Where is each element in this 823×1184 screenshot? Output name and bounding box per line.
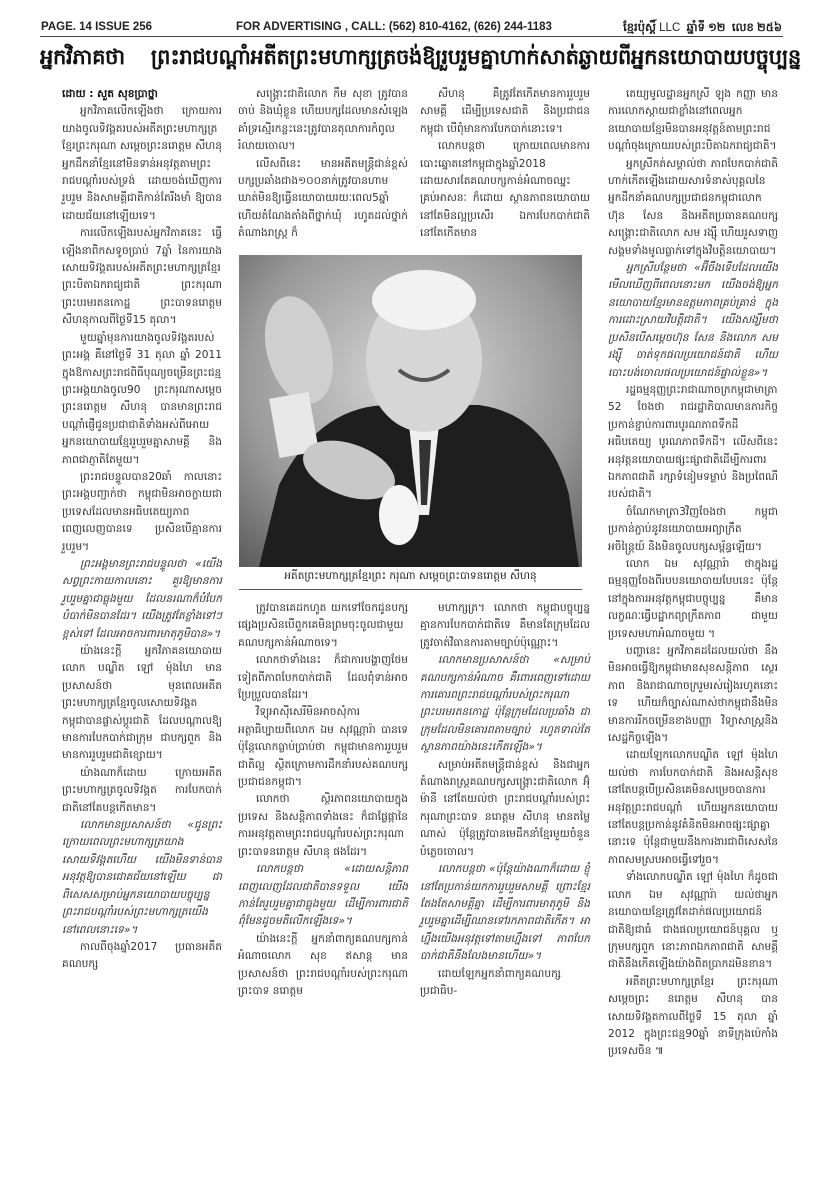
paragraph: ការលើកឡើងរបស់អ្នកវិភាគនេះ ធ្វើឡើងនាពិកសទូចប្រាប់ 7ឆ្នាំ នៃការយាងសោយទិវង្គតរបស់អតីតព្រះមហាក្សត្រខ្មែរ ព្រះបិតាឯករាជ្យជាតិ ព្រះករុណា ព្រះបរមរតនកោដ្ឋ ព្រះបាទនរោត្តម សីហនុកាលពីថ្ងៃទី15 តុលា។ [62,227,222,327]
column-4 [608,86,778,1061]
paragraph: បញ្ហានេះ អ្នកវិភាគដដែលយល់ថា នឹងមិនអាចធ្វើឱ្យកម្ពុជាមានសុខសន្តិភាព ស្ថេរភាព និងរាជាណាចក្ររួមរស់រៀងរហូតនោះទេ ហើយក៏ច្បាស់ណាស់ថាកម្ពុជានឹងមិនមានការរីកចម្រើនខាងបញ្ញា វិទ្យាសាស្ត្រនិងសេដ្ឋកិច្ចឡើង។ [608,645,778,745]
headline-main: ព្រះរាជបណ្ដាំអតីតព្រះមហាក្សត្រចង់ឱ្យរួបរួមគ្នាហាក់សាត់ឆ្ងាយពីអ្នកនយោបាយបច្ចុប្បន្ន [150,45,801,69]
column-3-bottom [420,600,590,1000]
column-1 [62,86,222,974]
paragraph: លោកថា ស្ថិរភាពនយោបាយក្នុងប្រទេស និងសន្តិភាពទាំងនេះ ក៏ជាផ្លែផ្កានៃការអនុវត្តតាមព្រះរាជបណ្ដាំរបស់ព្រះករុណាព្រះបាទនរោត្តម សីហនុ ផងដែរ។ [238,793,408,858]
article-photo [239,255,582,567]
paragraph: លោកថាទាំងនេះ ក៏ជាការបង្ហាញថែមទៀតពីភាពបែកបាក់ជាតិ ដែលពុំទាន់អាចប្រែប្រួលបានដែរ។ [238,654,408,702]
paragraph: អ្នកវិភាគលើកឡើងថា ក្រោយការយាងចូលទិវង្គតរបស់អតីតព្រះមហាក្សត្រខ្មែរព្រះករុណា សម្ដេចព្រះនរោត្តម សីហនុ អ្នកដឹកនាំខ្មែរនៅមិនទាន់អនុវត្តតាមព្រះរាជបណ្ដាំរបស់ទ្រង់ ដោយចង់ឃើញការរួបរួម និងសាមគ្គីជាតិកាន់តែរឹងមាំ ឱ្យបានដោយជ័យនៅឡើយទេ។ [62,105,222,222]
byline: ដោយ : សួត សុខប្រាថ្នា [62,88,158,100]
page-header [40,20,783,37]
masthead-issue: លេខ ២៥៦ [731,22,782,34]
paragraph: សង្គ្រោះជាតិលោក កឹម សុខា ត្រូវបានចាប់ និងឃុំខ្លួន ហើយបក្សដែលមានសំឡេងគាំទ្រស្មើរកន្លះនេះត្រូវបានតុលាការកំពូលរំលាយចោល។ [238,88,408,153]
masthead-year: ឆ្នាំទី ១២ [686,22,726,34]
column-2-bottom [238,600,408,1000]
paragraph: មួយឆ្នាំមុនការយាងចូលទិវង្គតរបស់ព្រះអង្គ គឺនៅថ្ងៃទី 31 តុលា ឆ្នាំ 2011 ក្នុងឱកាសព្រះរាជពិធីបុណ្យចម្រើនព្រះជន្មព្រះអង្គយាងចូល90 ព្រះករុណាសម្ដេចព្រះនរោត្តម សីហនុ បានមានព្រះរាជបណ្ដាំផ្ញើជូនប្រជាជាតិទាំងអស់ពីអោយអ្នកនយោបាយខ្មែររួបរួមគ្នាសាមគ្គី និងភាពជាភ្ញាតិតែមួយ។ [62,331,222,466]
paragraph: លោកបន្តថា ក្រោយពេលមានការបោះឆ្នោតនៅកម្ពុជាក្នុងឆ្នាំ2018 ដោយសារតែគណបក្សកាន់អំណាចឈ្នះ គ្រប់អាសនៈ ក៏ដោយ ស្ថានភាពនយោបាយនៅតែមិនល្អប្រសើរ ឯការបែកបាក់ជាតិនៅតែកើតមាន [420,140,590,240]
paragraph: រដ្ឋធម្មនុញ្ញព្រះរាជាណាចក្រកម្ពុជាមាត្រា 52 ចែងថា រាជរដ្ឋាភិបាលមានភារកិច្ចប្រកាន់ខ្ជាប់ការពារបូរណភាពទឹកដី អធិបតេយ្យ បូរណភាពទឹកដី។ លើសពីនេះ អនុវត្តនយោបាយផ្សះផ្សាជាតិដើម្បីការពារឯកភាពជាតិ រក្សាទំនៀមទម្លាប់ និងប្រពៃណីរបស់ជាតិ។ [608,383,778,501]
paragraph: មហាក្សត្រ។ លោកថា កម្ពុជាបច្ចុប្បន្នគ្មានការបែកបាក់ជាតិទេ គឺមានតែក្រុមដែលត្រូវចាត់វិធានការតាមច្បាប់ប៉ុណ្ណោះ។ [420,602,590,649]
paragraph: លោកមានប្រសាសន៍ថា «ជូនព្រះក្រោយពេលព្រះមហាក្សត្រយាងសោយទិវង្គតហើយ យើងមិនទាន់បានអនុវត្តឱ្យបានជោគជ័យនៅឡើយ ជាពិសេសសម្រាប់អ្នកនយោបាយបច្ចុប្បន្ន ព្រះរាជបណ្ដាំរបស់ព្រះមហាក្សត្រយើងនៅពេលនោះទេ»។ [62,819,222,936]
paragraph: ត្រូវបានគេដកហូត យកទៅចែកជូនបក្សផ្សេងប្រសិនបើពួកគេមិនព្រមចុះចូលជាមួយគណបក្សកាន់អំណាចទេ។ [238,602,408,649]
masthead-llc: LLC [659,22,681,34]
paragraph: លោកមានប្រសាសន៍ថា «សម្រាប់គណបក្សកាន់អំណាច គឺពោរពេញទៅដោយការគោរពព្រះរាជបណ្ដាំរបស់ព្រះករុណាព្រះបរមរតនកោដ្ឋ ប៉ុន្តែក្រុមដែលប្រឆាំង ជាក្រុមដែលមិនគោរពតាមច្បាប់ រហូតទាល់តែស្ថានភាពយ៉ាងនេះកើតឡើង»។ [420,654,590,754]
masthead [623,20,782,37]
paragraph: វិទ្យុអាស៊ីសេរីមិនអាចសុំការអត្ថាធិប្បាយពីលោក ឯម សុវណ្ណារ៉ា បានទេ ប៉ុន្តែលោកធ្លាប់ប្រាប់ថា កម្ពុជាមានការរួបរួមជាតិល្អ ស្ថិតក្រោមការដឹកនាំរបស់គណបក្សប្រជាជនកម្ពុជា។ [238,706,408,789]
paragraph: លើសពីនេះ មានអតីតមន្ត្រីជាន់ខ្ពស់បក្សប្រឆាំងជាង១០០នាក់ត្រូវបានហាមឃាត់មិនឱ្យធ្វើនយោបាយរយៈពេល5ឆ្នាំ ហើយតំណែងតាំងពីថ្នាក់ឃុំ រហូតដល់ថ្នាក់តំណាងរាស្ត្រ ក៏ [238,157,408,240]
paragraph: សម្រាប់អតីតមន្ត្រីជាន់ខ្ពស់ និងជាអ្នកតំណាងរាស្ត្រគណបក្សសង្គ្រោះជាតិលោក អ៊ុំ ម៉ានី នៅតែយល់ថា ព្រះរាជបណ្ដាំរបស់ព្រះករុណាព្រះបាទ នរោត្តម សីហនុ មានតម្លៃណាស់ ប៉ុន្តែត្រូវបានមេដឹកនាំខ្មែរមួយចំនួនបំភ្លេចចោល។ [420,758,590,858]
paragraph: លោក ឯម សុវណ្ណារ៉ា ថាក្នុងរដ្ឋធម្មនុញ្ញចែងពីរបបនយោបាយបែបនេះ ប៉ុន្តែនៅក្នុងការអនុវត្តកម្ពុជាបច្ចុប្បន្ន គឺមានលក្ខណៈធ្វើបដ្ឋាកព្យាក្រឹតភាព ជាមួយប្រទេសមហាអំណាចមួយ ។ [608,557,778,640]
paragraph: សីហនុ គឺត្រូវតែកើតមានការរួបរួមសាមគ្គី ដើម្បីប្រទេសជាតិ និងប្រជាជនកម្ពុជា បើពុំមានការបែកបាក់នោះទេ។ [420,88,590,135]
paragraph: យ៉ាងនេះក្ដី អ្នកនាំពាក្យគណបក្សកាន់អំណាចលោក សុខ ឥសាន្ត មានប្រសាសន៍ថា ព្រះរាជបណ្ដាំរបស់ព្រះករុណាព្រះបាទ នរោត្តម [238,932,408,997]
paragraph: យ៉ាងណាក៏ដោយ ក្រោយអតីតព្រះមហាក្សត្រចូលទិវង្គត ការបែកបាក់ជាតិនៅតែបន្តកើតមាន។ [62,766,222,814]
paragraph: លោកបន្តថា «ប៉ុន្តែយ៉ាងណាក៏ដោយ ខ្ញុំនៅតែប្រកាន់យកការរួបរួមសាមគ្គី ព្រោះខ្មែរតែងតែសាមគ្គីគ្នា ដើម្បីការពារមាតុភូមិ និងរួបរួមគ្នាដើម្បីឈានទៅរកភាពជាតិកើត។ អាហ្នឹងយើងអនុវត្តទៅតាមហ្នឹងទៅ ភាពបែកបាក់ជាតិនឹងលែងមានហើយ»។ [420,863,590,963]
headline-kicker: អ្នកវិភាគថា [40,45,125,69]
paragraph: ទាំងលោកបណ្ឌិត ឡៅ ម៉ុងហៃ ក៏ដូចជាលោក ឯម សុវណ្ណារ៉ា យល់ថាអ្នកនយោបាយខ្មែរត្រូវតែដាក់ផលប្រយោជន៍ជាតិឱ្យជាធំ ជាងផលប្រយោជន៍បុគ្គល ឬក្រុមបក្សពួក នោះភាពឯកភាពជាតិ សាមគ្គីជាតិនឹងកើតឡើងយ៉ាងពិតប្រាកដមិនខាន។ [608,871,778,971]
portrait-image [239,255,582,567]
paragraph: អ្នកស្រីបន្ថែមថា «អ៊ីចឹងទើបដែលយើងមើលឃើញពីពេលនោះមក យើងចង់ឱ្យអ្នកនយោបាយខ្មែរមានឧត្ដមភាពគ្រប់គ្រាន់ ក្នុងការដោះស្រាយវិបត្តិជាតិ។ យើងសង្ឃឹមថា ប្រសិនបើសម្ដេចហ៊ុន សែន និងលោក សម រង្ស៊ី ចាត់ទុកផលប្រយោជន៍ជាតិ ហើយបោះបង់ចោលផលប្រយោជន៍ផ្ទាល់ខ្លួន»។ [608,262,778,379]
paragraph: តេយ្យមូលដ្ឋានអ្នកស្រី ឡុង កញ្ញា មានការលោកស្ដាយជាខ្លាំងនៅពេលអ្នកនយោបាយខ្មែរមិនបានអនុវត្តន៍តាមព្រះរាជបណ្ដាំចុងក្រោយរបស់ព្រះបិតាឯករាជ្យជាតិ។ [608,88,778,153]
paragraph: លោកបន្តថា «ដោយសន្តិភាពពេញលេញដែលជាតិបានទទួល យើងកាន់តែរួបរួមគ្នាជាធ្លុងមួយ ដើម្បីការពារជាតិ ពុំមែនដូចមតិលើកឡើងទេ»។ [238,863,408,928]
advertising-contact: FOR ADVERTISING , CALL: (562) 810-4162, (626) 244-1183 [236,21,552,33]
paragraph: ដោយឡែកអ្នកនាំពាក្យគណបក្សប្រជាធិប- [420,967,561,997]
paragraph: ព្រះរាជបន្ទូលបាន20ឆាំ កាលនោះ ព្រះអង្គបញ្ជាក់ថា កម្ពុជាមិនអាចក្លាយជាប្រទេសដែលមានអធិបតេយ្យភាពពេញលេញបានទេ ប្រសិនបើគ្មានការរួបរួម។ [62,470,222,553]
paragraph: ដោយឡែកលោកបណ្ឌិត ឡៅ ម៉ុងហៃ យល់ថា ការបែកបាក់ជាតិ និងអសន្តិសុខនៅតែបន្តបើប្រសិនគេមិនសម្រេចបានការអនុវត្តព្រះរាជបណ្ដាំ ហើយអ្នកនយោបាយនៅតែបន្តប្រកាន់នូវគំនិតមិនអាចផ្សះផ្សាគ្នានោះទេ ប៉ុន្តែជាមួយនឹងការងារជាពិសេសនៃភាពសមស្របអាចធ្វើទៅរួច។ [608,749,778,866]
paragraph: អតីតព្រះមហាក្សត្រខ្មែរ ព្រះករុណាសម្ដេចព្រះ នរោត្តម សីហនុ បានសោយទិវង្គតកាលពីថ្ងៃទី 15 តុលា ឆ្នាំ 2012 ក្នុងព្រះជន្ម90ឆ្នាំ នាទីក្រុងប៉េកាំង ប្រទេសចិន ៕ [608,975,778,1058]
paragraph: កាលពីចុងឆ្នាំ2017 ប្រធានអតីតគណបក្ស [62,940,222,971]
page-issue-label: PAGE. 14 ISSUE 256 [41,21,153,33]
column-2-top [238,86,408,251]
article-headline [40,44,801,74]
paragraph: ព្រះអង្គមានព្រះរាជបន្ទូលថា «យើងសព្វព្រះកាយកាលនោះ គួរឱ្យមានការរួបរួមគ្នាជាធ្លុងមួយ ដែលនរណាក៏បំបែកបំបាក់មិនបានដែរ។ យើងត្រូវតែខ្លាំងទៅៗខ្ពស់ទៅ ដែលអាចការពារមាតុភូមិបាន»។ [62,557,222,640]
column-3-top [420,86,590,251]
paragraph: អ្នកស្រីកត់សម្គាល់ថា ភាពបែកបាក់ជាតិហាក់កើតឡើងដោយសារទំនាស់បុគ្គលនៃអ្នកដឹកនាំគណបក្សប្រជាជនកម្ពុជាលោក ហ៊ុន សែន និងអតីតប្រធានគណបក្សសង្គ្រោះជាតិលោក សម រង្ស៊ី ហើយរួសទាញសង្គមទាំងមូលធ្លាក់ទៅក្នុងវិបត្តិនយោបាយ។ [608,157,778,257]
paragraph: យ៉ាងនេះក្ដី អ្នកវិភាគនយោបាយលោក បណ្ឌិត ឡៅ ម៉ុងហៃ មានប្រសាសន៍ថា មុនពេលអតីតព្រះមហាក្សត្រខ្មែរចូលសោយទិវង្គត កម្ពុជាបានផ្លាស់ប្ដូរជាតិ ដែលបណ្ដាលឱ្យមានការបែកបាក់ជាក្រុម ជាបក្សពួក និងមានការរួបរួមជាតិខ្សោយ។ [62,645,222,762]
photo-caption: អតីតព្រះមហាក្សត្រខ្មែរព្រះ ករុណា សម្ដេចព្រះបាទនរោត្តម សីហនុ [239,570,582,590]
paragraph: ចំណែកមាត្រា3វិញចែងថា កម្ពុជាប្រកាន់ភ្ជាប់នូវនយោបាយអព្យាក្រឹតអចិន្ត្រៃយ៍ និងមិនចូលបក្សសម្ព័ន្ធឡើយ។ [608,505,778,553]
masthead-name: ខ្មែរប៉ុស្តិ៍ [623,22,656,34]
